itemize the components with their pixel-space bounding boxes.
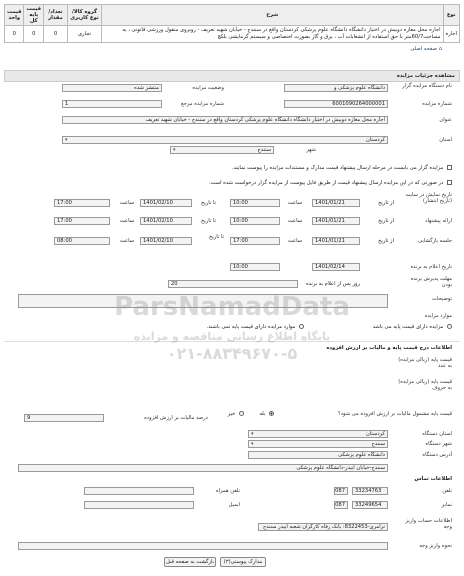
home-link-label: صفحه اصلی: [410, 46, 438, 52]
offer-to-date: 1401/02/10: [140, 217, 192, 225]
offer-from-time-label: ساعت: [287, 218, 302, 224]
open-from-label: از تاریخ: [378, 238, 394, 244]
item-option-no-price[interactable]: [207, 324, 304, 330]
col-total: قیمت پایه کل: [24, 5, 43, 26]
cell-total: 0: [24, 26, 43, 43]
days-suffix: روز پس از اعلام به برنده: [305, 281, 360, 287]
publish-from-time-label: ساعت: [287, 200, 302, 206]
items-label: موارد مزایده: [424, 313, 452, 319]
open-to-date: 1401/02/10: [140, 237, 192, 245]
attach-docs-check[interactable]: [12, 165, 452, 171]
checkbox-icon[interactable]: [447, 165, 452, 170]
days-label: مهلت پذیرش برنده بودن: [410, 276, 452, 288]
radio-icon[interactable]: [299, 324, 304, 329]
offer-from-label: از تاریخ: [378, 218, 394, 224]
offer-to-time: 17:00: [54, 217, 110, 225]
email-label: ایمیل: [228, 502, 240, 508]
publish-to-time-label: ساعت: [119, 200, 134, 206]
open-to-time-label: ساعت: [119, 238, 134, 244]
agency-field: دانشگاه علوم پزشکی: [248, 451, 388, 459]
account-label: اطلاعات حساب واریز وجه: [405, 518, 452, 530]
radio-icon[interactable]: [269, 411, 274, 416]
vat-label: قیمت پایه مشمول مالیات بر ارزش افزوده می شود؟: [337, 411, 452, 417]
mobile-field: [84, 487, 194, 495]
status-field: منتشر شده: [62, 84, 162, 92]
col-unit: قیمت واحد: [5, 5, 24, 26]
attach-docs-text: مزایده گزار می بایست در مرحله ارسال پیشنهاد قیمت مدارک و مستندات مزایده را پیوست نمایند.: [232, 165, 444, 171]
title-label: عنوان: [439, 117, 452, 123]
offer-label: ارائه پیشنهاد: [425, 218, 452, 224]
item-option-has-price-label: مزایده دارای قیمت پایه می باشد: [372, 324, 444, 330]
attach-offer-text: در صورتی که در این مزایده ارسال پیشنهاد قیمت از طریق فایل پیوست از مزایده گزار درخواست شده است.: [208, 180, 444, 186]
publish-label: تاریخ نمایش در سایت (تاریخ انتشار): [405, 192, 452, 204]
table-row: [5, 26, 460, 43]
fax-code-field: 087: [334, 501, 348, 509]
item-option-has-price[interactable]: [373, 324, 452, 330]
winner-date: 1401/02/14: [312, 263, 360, 271]
divider: [4, 341, 460, 342]
mobile-label: تلفن همراه: [215, 488, 240, 494]
col-description: شرح: [101, 5, 443, 26]
deposit-field: [18, 542, 388, 550]
number-label: شماره مزایده: [422, 101, 452, 107]
items-table: [4, 4, 460, 43]
fax-label: نمابر: [441, 502, 452, 508]
cell-type: اجاره: [443, 26, 459, 43]
address-field: سنندج-خیابان آبیدر-دانشگاه علوم پزشکی: [18, 464, 388, 472]
cell-description: اجاره محل مغازه دوبیش در اختیار دانشگاه دانشگاه علوم پزشکی کردستان واقع در سنندج - خیابان شهید تعریف - روبروی منفول ورزشی قانونی ، به مساحت60/7متر با حق استفاده از انشعابات آب ، برق و گاز بصورت اختصاصی و سیستم گرمایشی بلکچ: [101, 26, 443, 43]
title-field: اجاره محل مغازه دوبیش در اختیار دانشگاه دانشگاه علوم پزشکی کردستان واقع در سنندج - خیابان شهید تعریف: [62, 116, 388, 124]
publish-to-label: تا تاریخ: [201, 200, 216, 206]
radio-icon[interactable]: [447, 324, 452, 329]
phone-field: 33234763: [352, 487, 388, 495]
offer-from-date: 1401/01/21: [312, 217, 360, 225]
contact-city-select[interactable]: سنندج ▾: [248, 440, 388, 448]
attachments-button[interactable]: مدارک پیوستی(۳): [220, 557, 266, 567]
province-select[interactable]: کردستان ▾: [62, 136, 388, 144]
province-label: استان: [439, 137, 452, 143]
publish-from-label: از تاریخ: [378, 200, 394, 206]
vat-pct-label: درصد مالیات بر ارزش افزوده: [144, 415, 208, 421]
checkbox-icon[interactable]: [447, 180, 452, 185]
phone-code-field: 087: [334, 487, 348, 495]
back-button[interactable]: بازگشت به صفحه قبل: [165, 559, 215, 565]
open-to-time: 08:00: [54, 237, 110, 245]
price-word-label: قیمت پایه (ریالی مزایده) به حروف: [398, 379, 452, 391]
notes-field: [18, 294, 388, 308]
home-icon: ⌂: [438, 46, 442, 52]
cell-group: تجاری: [67, 26, 101, 43]
org-label: نام دستگاه مزایده گزار: [402, 83, 452, 89]
vat-pct-field: 9: [24, 414, 104, 422]
city-select[interactable]: سنندج ▾: [170, 146, 274, 154]
base-price-header: اطلاعات درج قیمت پایه و مالیات بر ارزش افزوده: [326, 345, 452, 351]
email-field: [84, 501, 194, 509]
open-to-label: تا تاریخ: [209, 234, 224, 240]
vat-no-option[interactable]: [228, 411, 244, 417]
city-label: شهر: [306, 147, 316, 153]
items-table-header: [5, 5, 460, 26]
ref-label: شماره مزایده مرجع: [180, 101, 224, 107]
offer-from-time: 10:00: [230, 217, 280, 225]
winner-label: تاریخ اعلام به برنده: [410, 264, 452, 270]
number-field: 6001090264000001: [284, 100, 388, 108]
vat-yes-option[interactable]: [259, 411, 274, 417]
account-field: ترامری-8322453: بانک رفاه کارگران شعبه آبیدر سنندج: [258, 523, 388, 531]
days-field: 20: [168, 280, 298, 288]
notes-label: توضیحات: [432, 296, 452, 302]
col-group: گروه کالا/نوع کاربری: [67, 5, 101, 26]
publish-to-time: 17:00: [54, 199, 110, 207]
vat-no-label: خیر: [227, 411, 236, 417]
cell-unit: 0: [5, 26, 24, 43]
agency-label: آدرس دستگاه: [422, 452, 452, 458]
contact-city-label: شهر دستگاه: [425, 441, 452, 447]
winner-time: 10:00: [230, 263, 280, 271]
open-from-time-label: ساعت: [287, 238, 302, 244]
status-label: وضعیت مزایده: [192, 85, 224, 91]
org-field: دانشگاه علوم پزشکی و: [284, 84, 388, 92]
cell-qty: 0: [43, 26, 67, 43]
home-link[interactable]: [410, 46, 442, 52]
watermark-tagline: پایگاه اطلاع رسانی مناقصه و مزایده: [133, 330, 331, 343]
fax-field: 33249654: [352, 501, 388, 509]
offer-to-label: تا تاریخ: [201, 218, 216, 224]
details-section-header: مشاهده جزئیات مزایده: [4, 70, 460, 82]
contact-header: اطلاعات تماس: [414, 476, 452, 482]
publish-to-date: 1401/02/10: [140, 199, 192, 207]
contact-province-select[interactable]: کردستان ▾: [248, 430, 388, 438]
contact-province-label: استان دستگاه: [422, 431, 452, 437]
price-num-label: قیمت پایه (ریالی مزایده) به عدد: [398, 357, 452, 369]
attach-offer-note: [12, 180, 452, 186]
radio-icon[interactable]: [239, 411, 244, 416]
publish-from-time: 10:00: [230, 199, 280, 207]
watermark-brand: ParsNamadData: [114, 292, 350, 322]
ref-field: 1: [62, 100, 162, 108]
open-from-date: 1401/01/21: [312, 237, 360, 245]
deposit-label: نحوه واریز وجه: [419, 543, 452, 549]
open-from-time: 17:00: [230, 237, 280, 245]
publish-from-date: 1401/01/21: [312, 199, 360, 207]
offer-to-time-label: ساعت: [119, 218, 134, 224]
phone-label: تلفن: [442, 488, 452, 494]
vat-yes-label: بله: [259, 411, 266, 417]
col-type: نوع: [443, 5, 459, 26]
opening-label: جلسه بازگشایی: [418, 238, 452, 244]
item-option-no-price-label: موارد مزایده دارای قیمت پایه نمی باشند.: [206, 324, 296, 330]
watermark-phone: ۰۲۱-۸۸۳۴۹۶۷۰-۵: [166, 344, 298, 363]
col-qty: تعداد/مقدار: [43, 5, 67, 26]
